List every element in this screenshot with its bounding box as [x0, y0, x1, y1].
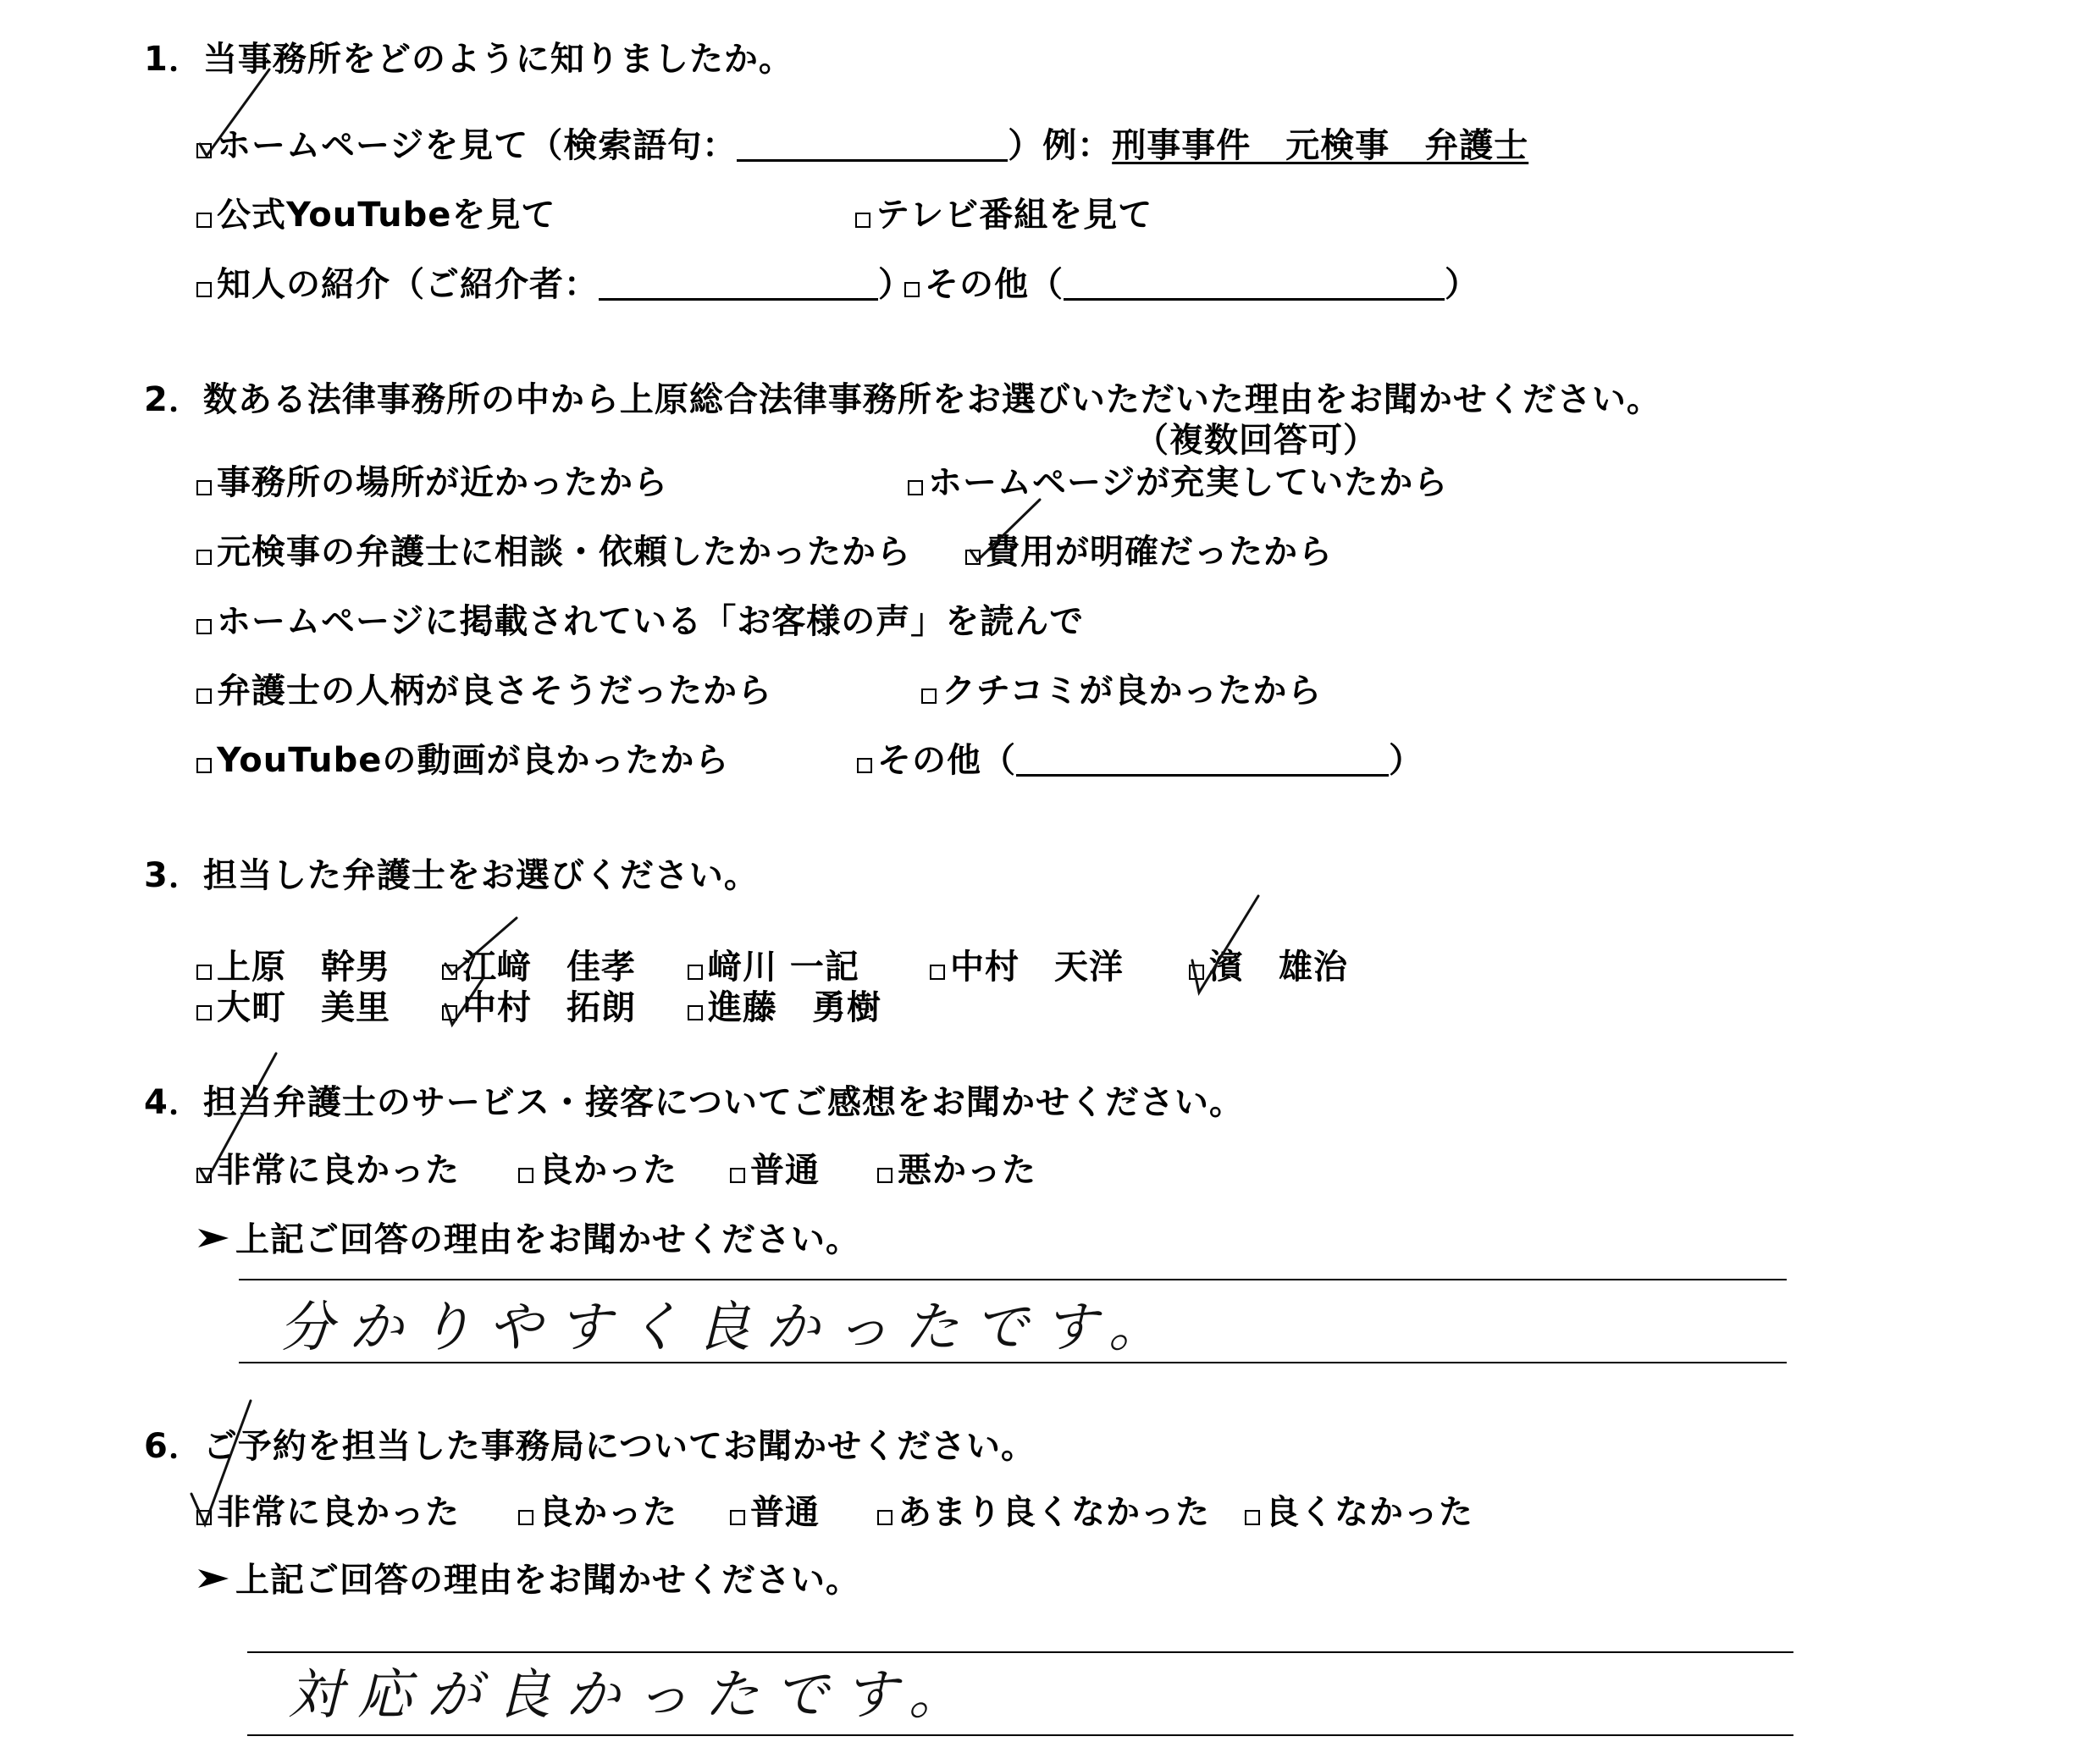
lawyer-name: 上原 幹男 — [217, 948, 390, 987]
check-mark-icon — [191, 1401, 251, 1524]
q4-title: 4．担当弁護士のサービス・接客についてご感想をお聞かせください。 — [144, 1083, 1245, 1122]
q6-handwritten-answer[interactable]: 対応が良かったです。 — [288, 1664, 978, 1727]
check-mark-icon — [200, 69, 269, 156]
q3-title: 3．担当した弁護士をお選びください。 — [144, 856, 759, 895]
q4-reason-prompt-text: 上記ご回答の理由をお聞かせください。 — [235, 1220, 860, 1259]
q2-other-label: その他（ — [877, 741, 1016, 780]
q4-handwritten-answer[interactable]: 分かりやすく良かったです。 — [279, 1297, 1178, 1359]
q2-near-label: 事務所の場所が近かったから — [217, 463, 668, 502]
q4-option-label: 非常に良かった — [217, 1151, 460, 1190]
check-mark-icon — [1192, 896, 1258, 993]
q1-referral-close: ） — [878, 265, 913, 304]
q6-title: 6．ご予約を担当した事務局についてお聞かせください。 — [144, 1427, 1036, 1466]
lawyer-name: 中村 天洋 — [950, 948, 1124, 987]
lawyer-name: 中村 拓朗 — [462, 988, 636, 1027]
q4-option-label: 普通 — [750, 1151, 820, 1190]
q6-option-label: 普通 — [750, 1493, 820, 1532]
q2-homepage-label: ホームページが充実していたから — [928, 463, 1449, 502]
q2-note: （複数回答可） — [1135, 421, 1378, 460]
q6-option-label: あまり良くなかった — [898, 1493, 1210, 1532]
q1-other-close: ） — [1445, 265, 1479, 304]
lawyer-name: 﨑川 一記 — [708, 948, 859, 987]
q1-example-terms: 刑事事件 元検事 弁護士 — [1112, 126, 1529, 165]
lawyer-name: 大町 美里 — [217, 988, 390, 1027]
q4-option-label: 悪かった — [898, 1151, 1036, 1190]
check-mark-icon — [970, 500, 1040, 561]
q2-fees-label: 費用が明確だったから — [986, 533, 1333, 572]
q1-title: 1．当事務所をどのように知りましたか。 — [144, 40, 793, 79]
q1-tv-label: テレビ番組を見て — [876, 196, 1153, 235]
check-mark-icon — [200, 1053, 276, 1181]
q2-youtube-label: YouTubeの動画が良かったから — [217, 741, 730, 780]
q1-referral-label: 知人の紹介（ご紹介者： — [217, 265, 599, 304]
lawyer-name: 進藤 勇樹 — [708, 988, 881, 1027]
q1-other-label: その他（ — [925, 265, 1064, 304]
q2-voices-label: ホームページに掲載されている「お客様の声」を読んで — [217, 602, 1085, 641]
q2-title: 2．数ある法律事務所の中から上原総合法律事務所をお選びいただいた理由をお聞かせください。 — [144, 380, 1661, 419]
q6-option-label: 非常に良かった — [217, 1493, 460, 1532]
q4-option-label: 良かった — [539, 1151, 677, 1190]
q1-youtube-label: 公式YouTubeを見て — [217, 196, 556, 235]
q2-former-prosecutor-label: 元検事の弁護士に相談・依頼したかったから — [217, 533, 911, 572]
q6-option-label: 良くなかった — [1265, 1493, 1473, 1532]
q2-other-close: ） — [1389, 741, 1423, 780]
check-mark-icon — [445, 979, 483, 1025]
check-mark-icon — [445, 918, 517, 974]
q6-option-label: 良かった — [539, 1493, 677, 1532]
q1-example-prefix: ）例： — [1008, 126, 1113, 165]
q1-homepage-label: ホームページを見て（検索語句： — [217, 126, 738, 165]
q2-reviews-label: クチコミが良かったから — [942, 672, 1323, 711]
q2-personality-label: 弁護士の人柄が良さそうだったから — [217, 672, 772, 711]
lawyer-name: 江﨑 佳孝 — [462, 948, 636, 987]
lawyer-name: 濱 雄治 — [1209, 948, 1348, 987]
q6-reason-prompt-text: 上記ご回答の理由をお聞かせください。 — [235, 1561, 860, 1600]
